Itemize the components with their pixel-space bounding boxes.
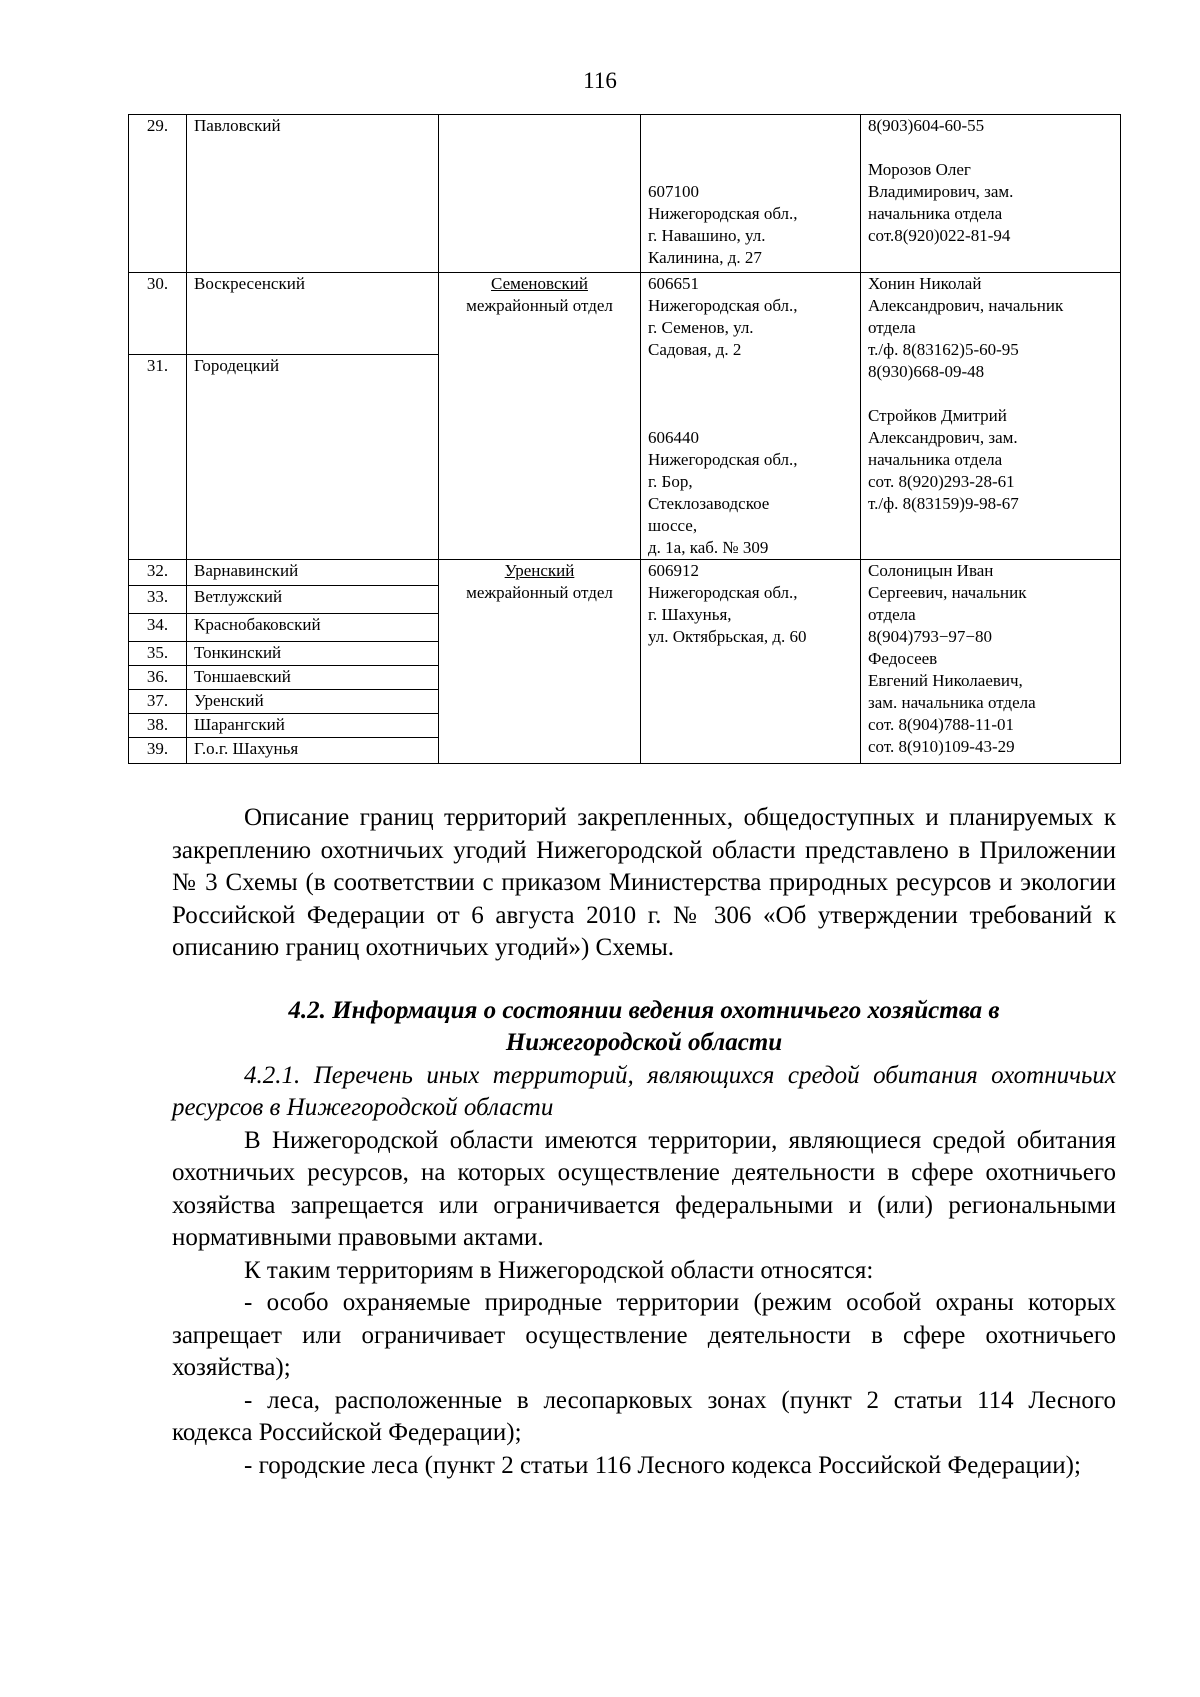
page-number: 116 [583,68,617,93]
row-number: 30. [129,273,187,355]
contact-line: сот.8(920)022-81-94 [868,226,1011,245]
address-line: Калинина, д. 27 [648,248,762,267]
district-name: Ветлужский [187,586,439,614]
row-number: 33. [129,586,187,614]
address-line: Нижегородская обл., [648,583,798,602]
district-name: Варнавинский [187,560,439,586]
subsection-title: 4.2.1. Перечень иных территорий, являющихся средой обитания охотничьих ресурсов в Нижегородской области [172,1061,1116,1121]
contact-line: отдела [868,605,916,624]
address-cell [641,115,861,273]
address-line: 606651 [648,274,699,293]
row-number: 34. [129,614,187,642]
district-name: Городецкий [187,355,439,560]
district-name: Г.о.г. Шахунья [187,738,439,764]
row-number: 35. [129,642,187,666]
address-line: ул. Октябрьская, д. 60 [648,627,807,646]
address-line: Нижегородская обл., [648,450,798,469]
contact-line: Морозов Олег [868,160,971,179]
row-number: 37. [129,690,187,714]
contact-line [868,137,1113,159]
contact-line: начальника отдела [868,450,1003,469]
paragraph-list-intro: К таким территориям в Нижегородской области относятся: [244,1256,874,1284]
department-suffix: межрайонный отдел [466,296,613,315]
contact-line: 8(930)668-09-48 [868,362,985,381]
contact-line: Сергеевич, начальник [868,583,1027,602]
address-line: Садовая, д. 2 [648,340,742,359]
department-suffix: межрайонный отдел [466,583,613,602]
address-line: д. 1а, каб. № 309 [648,538,769,557]
address-line [648,383,853,405]
contact-line: т./ф. 8(83159)9-98-67 [868,494,1019,513]
department-cell [439,115,641,273]
table-row [129,115,1121,273]
table-row [129,560,1121,586]
list-item-forest-park-zones: - леса, расположенные в лесопарковых зонах (пункт 2 статьи 114 Лесного кодекса Российской Федерации); [172,1386,1116,1446]
contact-line: Хонин Николай [868,274,982,293]
contact-line: сот. 8(904)788-11-01 [868,715,1014,734]
row-number: 39. [129,738,187,764]
contact-line: Александрович, зам. [868,428,1018,447]
address-line: 606912 [648,561,699,580]
contact-line: отдела [868,318,916,337]
department-cell [439,560,641,764]
address-line: Нижегородская обл., [648,204,798,223]
paragraph-territories: В Нижегородской области имеются территории, являющиеся средой обитания охотничьих ресурсов, на которых осуществление деятельности в сфере охотничьего хозяйства запрещается или ограничивается федеральными и (или) региональными нормативными правовыми актами. [172,1126,1116,1251]
list-item-protected-areas: - особо охраняемые природные территории (режим особой охраны которых запрещает или ограничивает осуществление деятельности в сфере охотничьего хозяйства); [172,1289,1116,1381]
address-line [648,361,853,383]
district-name: Шарангский [187,714,439,738]
contact-line: сот. 8(910)109-43-29 [868,737,1015,756]
district-name: Краснобаковский [187,614,439,642]
address-line: г. Бор, [648,472,693,491]
row-number: 38. [129,714,187,738]
contact-cell [861,560,1121,764]
contact-line: начальника отдела [868,204,1003,223]
address-line [648,159,853,181]
paragraph-boundaries: Описание границ территорий закрепленных, общедоступных и планируемых к закреплению охотничьих угодий Нижегородской области представлено в Приложении № 3 Схемы (в соответствии с приказом Министерства природных ресурсов и экологии Российской Федерации от 6 августа 2010 г. № 306 «Об утверждении требований к описанию границ охотничьих угодий») Схемы. [172,804,1116,961]
address-line: 607100 [648,182,699,201]
district-name: Павловский [187,115,439,273]
address-line: г. Семенов, ул. [648,318,754,337]
contact-cell [861,115,1121,273]
district-name: Тонкинский [187,642,439,666]
contact-line: зам. начальника отдела [868,693,1036,712]
contact-line: 8(904)793−97−80 [868,627,992,646]
address-cell [641,560,861,764]
contact-line: Владимирович, зам. [868,182,1014,201]
section-title-line1: 4.2. Информация о состоянии ведения охотничьего хозяйства в [288,996,1000,1024]
address-line [648,405,853,427]
contact-line: Александрович, начальник [868,296,1064,315]
district-name: Уренский [187,690,439,714]
contact-line: т./ф. 8(83162)5-60-95 [868,340,1019,359]
contact-line: Солоницын Иван [868,561,994,580]
body-text [172,802,1116,1482]
department-cell [439,273,641,560]
address-line: г. Шахунья, [648,605,732,624]
address-line [648,115,853,137]
table-row [129,273,1121,355]
contact-cell [861,273,1121,560]
contact-line [868,383,1113,405]
row-number: 32. [129,560,187,586]
district-name: Воскресенский [187,273,439,355]
address-line [648,137,853,159]
contact-line: Стройков Дмитрий [868,406,1007,425]
contact-line: 8(903)604-60-55 [868,116,985,135]
row-number: 29. [129,115,187,273]
address-cell [641,273,861,560]
contact-line: Федосеев [868,649,938,668]
department-name: Семеновский [491,274,588,293]
address-line: 606440 [648,428,699,447]
section-title [172,995,1116,1060]
contact-line: сот. 8(920)293-28-61 [868,472,1015,491]
department-name: Уренский [504,561,575,580]
contact-line: Евгений Николаевич, [868,671,1023,690]
address-line: шоссе, [648,516,698,535]
row-number: 31. [129,355,187,560]
hunting-departments-table [128,114,1121,764]
address-line: Нижегородская обл., [648,296,798,315]
section-title-line2: Нижегородской области [505,1029,783,1056]
address-line: Стеклозаводское [648,494,770,513]
address-line: г. Навашино, ул. [648,226,766,245]
row-number: 36. [129,666,187,690]
list-item-city-forests: - городские леса (пункт 2 статьи 116 Лесного кодекса Российской Федерации); [244,1451,1081,1479]
district-name: Тоншаевский [187,666,439,690]
